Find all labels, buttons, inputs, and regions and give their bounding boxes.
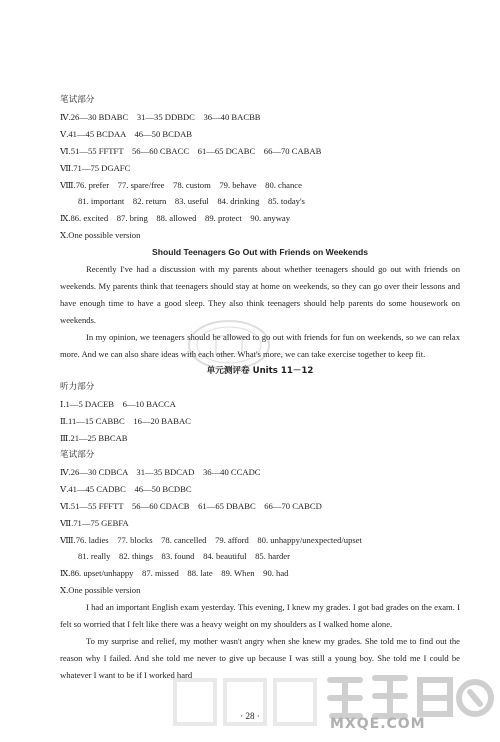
answer-text: 86. upset/unhappy 87. missed 88. late 89. When 90. had: [70, 568, 289, 579]
essay1-paragraph-2: In my opinion, we teenagers should be allowed to go out with friends for fun on weekends, so we can relax more. And we can also share ideas with each other. What's more, we can take exercise together to keep fit.: [60, 331, 460, 359]
answer-text: 41—45 CADBC 46—50 BCDBC: [68, 483, 192, 494]
answer-text: 81. important 82. return 83. useful 84. drinking 85. today's: [78, 196, 305, 207]
answer-number: Ⅵ.: [60, 145, 71, 156]
answer-text: 21—25 BBCAB: [70, 433, 128, 444]
answer-line: [60, 481, 460, 498]
answer-text: 26—30 BDABC 31—35 DDBDC 36—40 BACBB: [70, 111, 261, 122]
answer-line: [60, 396, 460, 413]
answer-text: 86. excited 87. bring 88. allowed 89. protect 90. anyway: [70, 213, 291, 224]
unit-heading: 单元测评卷 Units 11－12: [206, 365, 314, 376]
answer-number: Ⅳ.: [60, 466, 71, 477]
answer-number: Ⅷ.: [60, 534, 76, 545]
answer-text: 51—55 FFTFT 56—60 CBACC 61—65 DCABC 66—70 CABAB: [70, 145, 322, 156]
section-written-label-2: 笔试部分: [60, 450, 95, 461]
answer-line: [60, 464, 460, 481]
answer-text: 51—55 FFFTT 56—60 CDACB 61—65 DBABC 66—70 CABCD: [70, 500, 322, 511]
answer-line: [60, 227, 460, 244]
answer-number: Ⅹ.: [60, 230, 69, 241]
answer-line: [60, 160, 460, 177]
answer-number: Ⅶ.: [60, 517, 74, 528]
answer-number: Ⅰ.: [60, 399, 66, 410]
answer-number: Ⅴ.: [60, 483, 69, 494]
section-listening-label: 听力部分: [60, 382, 95, 393]
essay1-paragraph-1: Recently I've had a discussion with my parents about whether teenagers should go out with friends on weekends. My parents think that teenagers should stay at home on weekends, so they can go over their lessons and have enough time to have a good sleep. They also think teenagers should help parents do some housework on weekends.: [60, 264, 460, 325]
ghost-logo-icon: [170, 672, 320, 732]
page-number: · 28 ·: [240, 711, 260, 721]
answer-number: Ⅹ.: [60, 585, 69, 596]
answer-line: [60, 565, 460, 582]
answer-line: [60, 532, 460, 549]
answers-listening: [60, 396, 460, 447]
answer-text: 81. really 82. things 83. found 84. beautiful 85. harder: [78, 551, 290, 562]
answers-part-1: [60, 109, 460, 244]
answer-line: [60, 109, 460, 126]
answer-number: Ⅳ.: [60, 111, 71, 122]
answer-line: [60, 193, 460, 210]
answer-text: 76. prefer 77. spare/free 78. custom 79. behave 80. chance: [75, 179, 302, 190]
answer-number: Ⅸ.: [60, 568, 71, 579]
answer-number: Ⅸ.: [60, 213, 71, 224]
answer-page: [60, 92, 460, 684]
answer-line: [60, 177, 460, 194]
answer-text: 71—75 DGAFC: [73, 162, 131, 173]
answer-text: 26—30 CDBCA 31—35 BDCAD 36—40 CCADC: [70, 466, 261, 477]
answer-line: [60, 582, 460, 599]
answer-text: 1—5 DACEB 6—10 BACCA: [65, 399, 176, 410]
section-written-label-1: 笔试部分: [60, 95, 95, 105]
answer-line: [60, 413, 460, 430]
essay2-paragraph-1: I had an important English exam yesterday. This evening, I knew my grades. I got bad grades on the exam. I felt so worried that I felt like there was a heavy weight on my shoulders as I walked home alone.: [60, 602, 460, 630]
answers-part-2: [60, 464, 460, 599]
answer-number: Ⅴ.: [60, 128, 69, 139]
answer-line: [60, 143, 460, 160]
watermark-site-text: MXQE.COM: [330, 716, 426, 732]
answer-text: 11—15 CABBC 16—20 BABAC: [68, 416, 191, 427]
answer-line: [60, 498, 460, 515]
essay2-paragraph-2: To my surprise and relief, my mother wasn't angry when she knew my grades. She told me to find out the reason why I failed. And she told me never to give up because I was still a young boy. She told me I could be whatever I want to be if I worked hard: [60, 636, 460, 680]
answer-number: Ⅷ.: [60, 179, 76, 190]
answer-text: One possible version: [68, 230, 141, 241]
answer-line: [60, 430, 460, 447]
answer-line: [60, 126, 460, 143]
stamp-watermark-icon: [186, 318, 272, 372]
answer-text: One possible version: [68, 585, 141, 596]
answer-line: [60, 548, 460, 565]
answer-number: Ⅲ.: [60, 433, 71, 444]
answer-number: Ⅱ.: [60, 416, 68, 427]
essay-title: Should Teenagers Go Out with Friends on Weekends: [152, 247, 368, 258]
answer-line: [60, 210, 460, 227]
answer-number: Ⅵ.: [60, 500, 71, 511]
answer-line: [60, 515, 460, 532]
answer-number: Ⅶ.: [60, 162, 74, 173]
answer-text: 76. ladies 77. blocks 78. cancelled 79. afford 80. unhappy/unexpected/upset: [75, 534, 362, 545]
answer-text: 71—75 GEBFA: [73, 517, 129, 528]
answer-text: 41—45 BCDAA 46—50 BCDAB: [68, 128, 193, 139]
